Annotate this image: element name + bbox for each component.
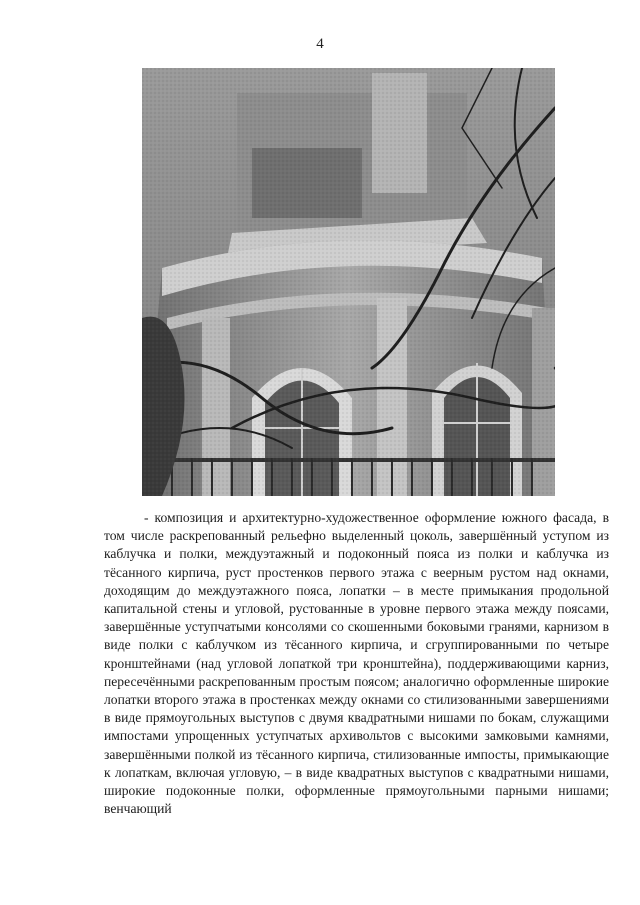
page-number: 4 xyxy=(316,36,324,52)
body-paragraph xyxy=(104,509,609,818)
building-facade-photo xyxy=(142,68,555,496)
paragraph-text: - композиция и архитектурно-художественное оформление южного фасада, в том числе раскрепованный рельефно выделенный цоколь, завершённый уступом из каблучка и полки, междуэтажный и подоконный пояса из полки и каблучка из тёсанного кирпича, руст простенков первого этажа с веерным рустом над окнами, доходящим до междуэтажного пояса, лопатки – в месте примыкания продольной капитальной стены и угловой, рустованные в уровне первого этажа между поясами, завершённые уступчатыми консолями со скошенными боковыми гранями, карнизом в виде полки с каблучком из тёсанного кирпича, и сгруппированными по четыре кронштейнами (над угловой лопаткой три кронштейна), поддерживающими карниз, пересечёнными раскрепованным простым поясом; аналогично оформленные широкие лопатки второго этажа в простенках между окнами со стилизованными завершениями в виде прямоугольных выступов с двумя квадратными нишами по бокам, служащими импостами упрощенных уступчатых архивольтов с высокими замковыми камнями, завершёнными полкой из тёсанного кирпича, стилизованные импосты, примыкающие к лопаткам, включая угловую, – в виде квадратных выступов с квадратными нишами, широкие подоконные полки, оформленные прямоугольными парными нишами; венчающий xyxy=(104,510,609,817)
facade-image xyxy=(142,68,555,496)
